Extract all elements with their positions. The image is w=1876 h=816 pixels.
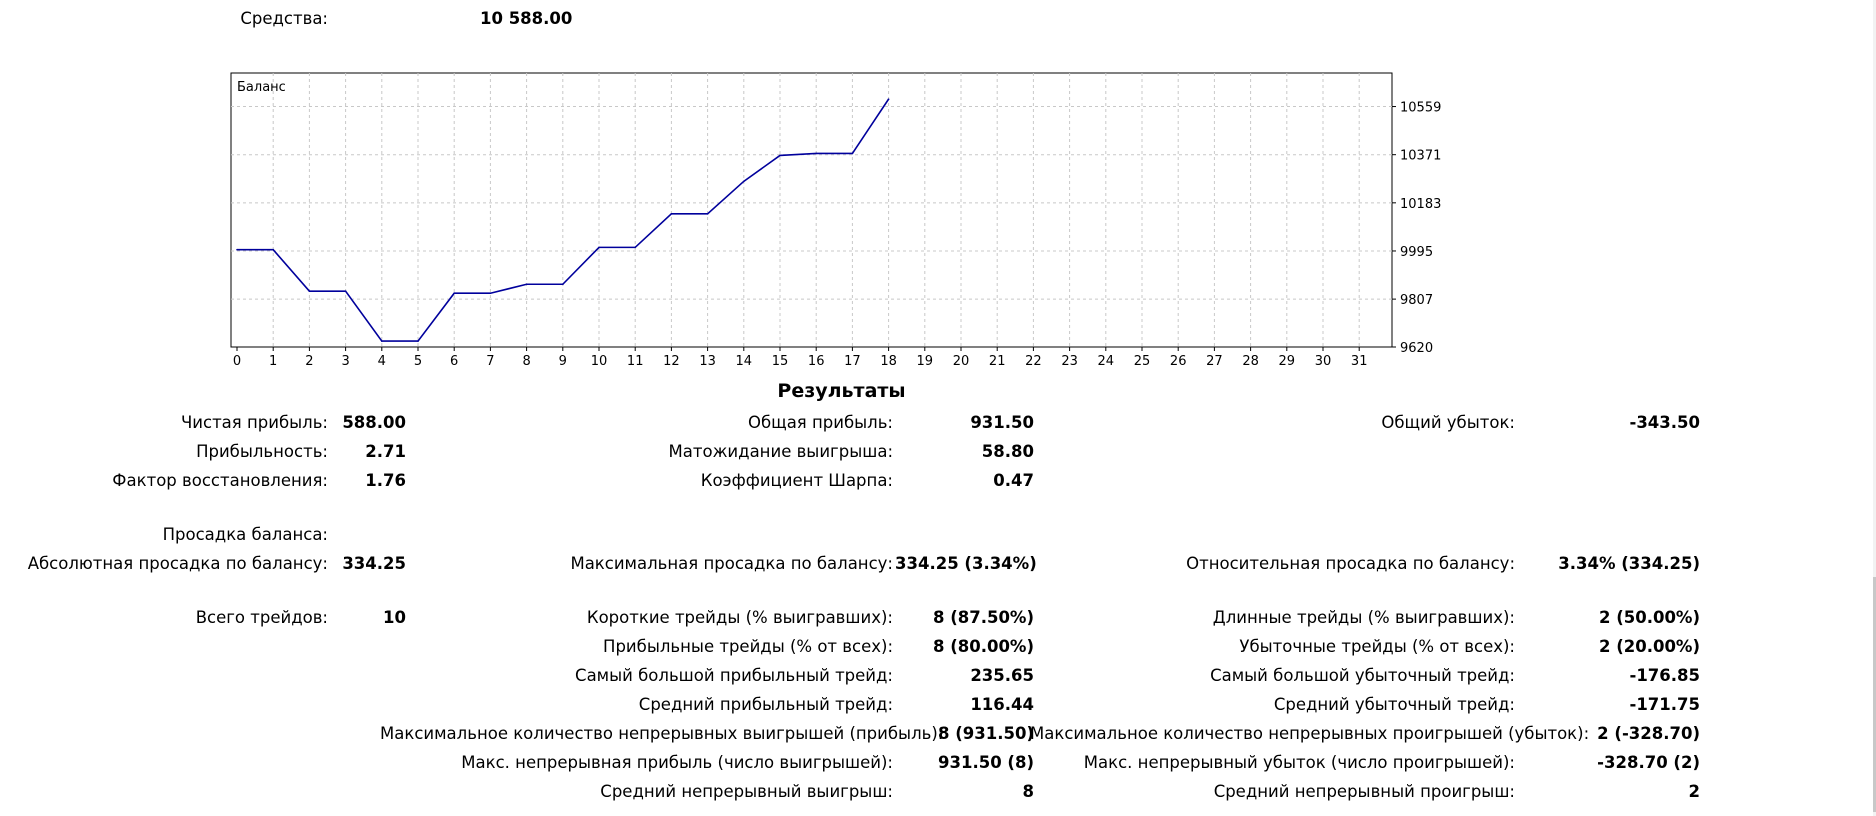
x-axis-ticks	[233, 347, 1368, 369]
max-consecutive-profit-value: 931.50 (8)	[938, 753, 1034, 772]
average-consecutive-wins-value: 8	[1022, 782, 1034, 801]
balance-point	[453, 292, 455, 294]
gross-profit-value: 931.50	[970, 413, 1034, 432]
average-consecutive-wins-label: Средний непрерывный выигрыш:	[600, 782, 893, 801]
sharpe-ratio-value: 0.47	[993, 471, 1034, 490]
largest-loss-trade-label: Самый большой убыточный трейд:	[1210, 666, 1515, 685]
average-consecutive-losses-label: Средний непрерывный проигрыш:	[1213, 782, 1515, 801]
max-consecutive-losses-label: Максимальное количество непрерывных проигрышей (убыток):	[1030, 724, 1590, 743]
absolute-drawdown-value: 334.25	[342, 554, 406, 573]
x-tick-label: 24	[1097, 354, 1115, 369]
balance-point	[381, 340, 383, 342]
x-tick-label: 7	[486, 354, 495, 369]
y-tick-label: 9995	[1400, 244, 1434, 260]
x-tick-label: 27	[1206, 354, 1223, 369]
balance-point	[345, 290, 347, 292]
loss-trades-value: 2 (20.00%)	[1598, 637, 1700, 656]
average-loss-trade-label: Средний убыточный трейд:	[1273, 695, 1515, 714]
y-tick-label: 10371	[1400, 148, 1442, 164]
max-consecutive-loss-label: Макс. непрерывный убыток (число проигрышей):	[1083, 753, 1515, 772]
average-loss-trade-value: -171.75	[1629, 695, 1700, 714]
balance-point	[743, 181, 745, 183]
largest-profit-trade-label: Самый большой прибыльный трейд:	[575, 666, 893, 685]
gross-profit-label: Общая прибыль:	[747, 413, 893, 432]
profit-trades-value: 8 (80.00%)	[932, 637, 1034, 656]
max-consecutive-losses-value: 2 (-328.70)	[1597, 724, 1700, 743]
x-tick-label: 12	[663, 354, 680, 369]
x-tick-label: 13	[699, 354, 716, 369]
max-drawdown-label: Максимальная просадка по балансу:	[570, 554, 893, 573]
y-tick-label: 10559	[1400, 100, 1442, 116]
chart-title: Баланс	[237, 80, 286, 95]
balance-point	[671, 213, 673, 215]
recovery-factor-label: Фактор восстановления:	[112, 471, 328, 490]
x-tick-label: 11	[626, 354, 644, 369]
balance-point	[707, 213, 709, 215]
net-profit-value: 588.00	[342, 413, 406, 432]
y-tick-label: 9807	[1400, 293, 1434, 309]
absolute-drawdown-label: Абсолютная просадка по балансу:	[27, 554, 328, 573]
x-tick-label: 30	[1314, 354, 1332, 369]
largest-loss-trade-value: -176.85	[1629, 666, 1700, 685]
short-trades-label: Короткие трейды (% выигравших):	[586, 608, 893, 627]
balance-point	[236, 249, 238, 251]
x-tick-label: 19	[916, 354, 934, 369]
x-tick-label: 2	[305, 354, 314, 369]
y-axis-ticks	[1392, 101, 1441, 356]
relative-drawdown-value: 3.34% (334.25)	[1558, 554, 1700, 573]
x-tick-label: 22	[1025, 354, 1042, 369]
x-tick-label: 8	[522, 354, 531, 369]
expected-payoff-label: Матожидание выигрыша:	[668, 442, 893, 461]
x-tick-label: 16	[807, 354, 825, 369]
x-tick-label: 18	[880, 354, 897, 369]
x-tick-label: 5	[413, 354, 423, 369]
average-profit-trade-label: Средний прибыльный трейд:	[638, 695, 893, 714]
equity-label: Средства:	[240, 9, 328, 28]
balance-point	[779, 155, 781, 157]
largest-profit-trade-value: 235.65	[970, 666, 1034, 685]
max-drawdown-value: 334.25 (3.34%)	[895, 554, 1037, 573]
balance-point	[852, 153, 854, 155]
y-tick-label: 10183	[1400, 196, 1442, 212]
relative-drawdown-label: Относительная просадка по балансу:	[1186, 554, 1515, 573]
total-trades-label: Всего трейдов:	[195, 608, 328, 627]
max-consecutive-wins-value: 8 (931.50)	[938, 724, 1034, 743]
balance-point	[417, 340, 419, 342]
net-profit-label: Чистая прибыль:	[180, 413, 328, 432]
x-tick-label: 9	[558, 354, 567, 369]
balance-point	[562, 283, 564, 285]
y-tick-label: 9620	[1400, 341, 1434, 356]
balance-point	[490, 292, 492, 294]
long-trades-value: 2 (50.00%)	[1598, 608, 1700, 627]
balance-chart	[0, 0, 1876, 380]
x-tick-label: 26	[1169, 354, 1187, 369]
x-tick-label: 21	[988, 354, 1006, 369]
total-trades-value: 10	[383, 608, 406, 627]
sharpe-ratio-label: Коэффициент Шарпа:	[700, 471, 893, 490]
balance-point	[888, 98, 890, 100]
x-tick-label: 0	[232, 354, 242, 369]
equity-value: 10 588.00	[480, 9, 573, 28]
expected-payoff-value: 58.80	[981, 442, 1034, 461]
profitability-label: Прибыльность:	[196, 442, 328, 461]
x-tick-label: 4	[377, 354, 386, 369]
loss-trades-label: Убыточные трейды (% от всех):	[1239, 637, 1515, 656]
results-title: Результаты	[777, 380, 906, 402]
x-tick-label: 25	[1133, 354, 1151, 369]
max-consecutive-profit-label: Макс. непрерывная прибыль (число выигрышей):	[461, 753, 893, 772]
max-consecutive-wins-label: Максимальное количество непрерывных выигрышей (прибыль):	[380, 724, 944, 743]
long-trades-label: Длинные трейды (% выигравших):	[1212, 608, 1515, 627]
x-tick-label: 17	[844, 354, 861, 369]
x-tick-label: 29	[1278, 354, 1296, 369]
balance-point	[272, 249, 274, 251]
x-tick-label: 31	[1350, 354, 1368, 369]
balance-point	[309, 290, 311, 292]
x-tick-label: 28	[1242, 354, 1259, 369]
gross-loss-value: -343.50	[1629, 413, 1700, 432]
average-consecutive-losses-value: 2	[1688, 782, 1700, 801]
x-tick-label: 1	[269, 354, 278, 369]
short-trades-value: 8 (87.50%)	[932, 608, 1034, 627]
average-profit-trade-value: 116.44	[970, 695, 1034, 714]
profitability-value: 2.71	[365, 442, 406, 461]
x-tick-label: 10	[590, 354, 608, 369]
balance-point	[815, 153, 817, 155]
x-tick-label: 20	[952, 354, 970, 369]
balance-drawdown-label: Просадка баланса:	[162, 525, 328, 544]
balance-point	[598, 247, 600, 249]
x-tick-label: 3	[341, 354, 350, 369]
x-tick-label: 6	[450, 354, 459, 369]
gross-loss-label: Общий убыток:	[1381, 413, 1515, 432]
balance-point	[526, 283, 528, 285]
profit-trades-label: Прибыльные трейды (% от всех):	[603, 637, 893, 656]
x-tick-label: 14	[735, 354, 753, 369]
x-tick-label: 23	[1061, 354, 1078, 369]
recovery-factor-value: 1.76	[365, 471, 406, 490]
balance-point	[634, 247, 636, 249]
chart-plot-frame	[231, 73, 1392, 347]
max-consecutive-loss-value: -328.70 (2)	[1597, 753, 1700, 772]
x-tick-label: 15	[771, 354, 789, 369]
